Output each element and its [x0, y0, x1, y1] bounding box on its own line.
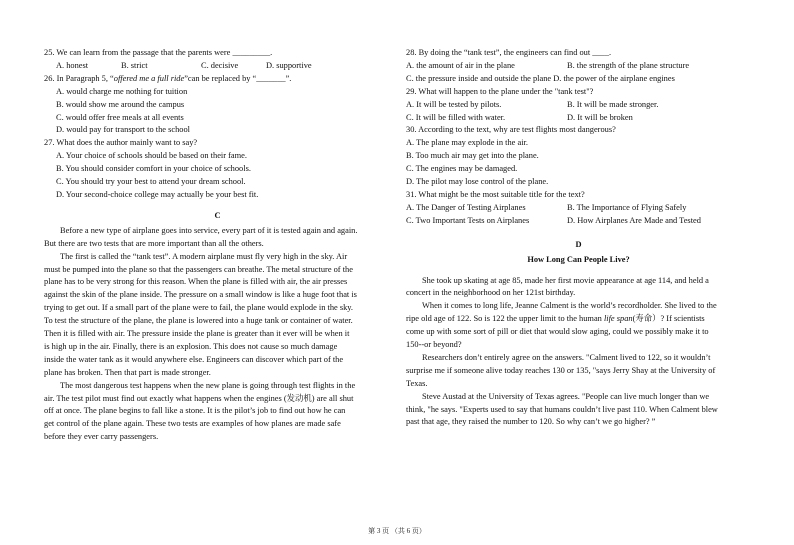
q28-option-a[interactable]: A. the amount of air in the plane: [406, 60, 515, 70]
left-column: [44, 47, 391, 444]
q31-options-row-1: [406, 202, 751, 215]
passage-d-p3-line-2: surprise me if someone alive today reaches 130 or 135, "says Jerry Shay at the University of: [406, 365, 716, 375]
passage-c-line-13: The most dangerous test happens when the new plane is going through test flights in the: [60, 380, 356, 390]
passage-d-p3-line-1: Researchers don’t entirely agree on the answers. "Calment lived to 122, so it wouldn’t: [422, 352, 711, 362]
q27-option-a[interactable]: A. Your choice of schools should be based on their fame.: [56, 151, 247, 161]
passage-d-p2-line-3: come up with some sort of pill or diet that would slow aging, could we possibly make it to: [406, 327, 709, 337]
q30-option-c[interactable]: C. The engines may be damaged.: [406, 164, 518, 174]
section-d-label: D: [575, 239, 582, 249]
passage-d-p2-line-1: When it comes to long life, Jeanne Calment is the world’s recordholder. She lived to the: [422, 301, 717, 311]
passage-c-line-5: plane has to be very strong for this reason. When the plane is filled with air, the air presses: [44, 277, 348, 287]
q27-stem: 27. What does the author mainly want to say?: [44, 138, 198, 148]
passage-d-p2-line-2: [406, 313, 751, 326]
q27-option-d[interactable]: D. Your second-choice college may actually be your best fit.: [56, 189, 259, 199]
q25-options: [44, 60, 391, 73]
q29-option-c[interactable]: C. It will be filled with water.: [406, 112, 506, 122]
section-d-passage: [406, 275, 751, 430]
passage-c-line-6: against the skin of the plane inside. The pressure on a small window is like a huge foot that is: [44, 290, 357, 300]
q29-option-b[interactable]: B. It will be made stronger.: [567, 99, 659, 109]
passage-d-p4-line-1: Steve Austad at the University of Texas agrees. "People can live much longer than we: [422, 391, 710, 401]
q29-options-row-1: [406, 99, 751, 112]
section-c-passage: [44, 225, 391, 444]
q31-option-b[interactable]: B. The Importance of Flying Safely: [567, 202, 687, 212]
passage-d-p2-line-4: 150--or beyond?: [406, 340, 462, 350]
passage-c-line-2: But there are two tests that are more important than all the others.: [44, 238, 264, 248]
q28-option-b[interactable]: B. the strength of the plane structure: [567, 60, 690, 70]
section-c-label: C: [214, 210, 221, 220]
q27-option-b[interactable]: B. You should consider comfort in your choice of schools.: [56, 164, 251, 174]
passage-d-p1-line-1: She took up skating at age 85, made her first movie appearance at age 114, and held a: [422, 275, 709, 285]
q26-stem-post: ”can be replaced by “_______”.: [184, 73, 292, 83]
passage-d-p2-line-2-text: ripe old age of 122. So is 122 the upper limit to the human: [406, 314, 604, 324]
q30-option-b[interactable]: B. Too much air may get into the plane.: [406, 151, 539, 161]
q26-option-d[interactable]: D. would pay for transport to the school: [56, 125, 190, 135]
passage-c-line-15: off at once. The plane begins to fall like a stone. It is the pilot’s job to find out how he can: [44, 406, 346, 416]
q25-option-a[interactable]: A. honest: [56, 60, 89, 70]
life-span-term: life span: [603, 314, 633, 324]
q25-stem: 25. We can learn from the passage that the parents were _________.: [44, 48, 273, 57]
q26-quoted-phrase: offered me a full ride: [113, 73, 185, 83]
q26-option-b[interactable]: B. would show me around the campus: [56, 99, 185, 109]
passage-d-p4-line-2: think, "he says. "Experts used to say that humans couldn’t live past 110. When Calment blew: [406, 404, 718, 414]
q29-option-d[interactable]: D. It will be broken: [567, 112, 633, 122]
q26-option-a[interactable]: A. would charge me nothing for tuition: [56, 86, 188, 96]
passage-c-line-16: get control of the plane again. These two tests are examples of how planes are made safe: [44, 419, 341, 429]
passage-c-line-3: The first is called the “tank test”. A modern airplane must fly very high in the sky. Air: [60, 251, 348, 261]
passage-d-p1-line-2: concert in the neighborhood on her 121st birthday.: [406, 288, 576, 298]
q31-option-d[interactable]: D. How Airplanes Are Made and Tested: [567, 215, 701, 225]
q31-option-c[interactable]: C. Two Important Tests on Airplanes: [406, 215, 530, 225]
q28-options-c-d[interactable]: C. the pressure inside and outside the plane D. the power of the airplane engines: [406, 73, 675, 83]
q30-option-a[interactable]: A. The plane may explode in the air.: [406, 138, 528, 148]
passage-c-line-7: trying to get out. If a small part of the plane were to fail, the plane would explode in the sky.: [44, 303, 354, 313]
passage-c-line-10: is high up in the air. Finally, there is an explosion. This does not cause so much damage: [44, 341, 338, 351]
q29-option-a[interactable]: A. It will be tested by pilots.: [406, 99, 502, 109]
q31-stem: 31. What might be the most suitable title for the text?: [406, 189, 585, 199]
q27-option-c[interactable]: C. You should try your best to attend your dream school.: [56, 177, 246, 187]
q30-stem: 30. According to the text, why are test flights most dangerous?: [406, 125, 616, 135]
passage-c-line-4: must be pumped into the plane so that the passengers can breathe. The metal structure of the: [44, 264, 353, 274]
q28-options-row-1: [406, 60, 751, 73]
passage-d-p2-line-2-after: (寿命）? If scientists: [632, 314, 705, 324]
q26-stem: [44, 73, 391, 86]
q31-options-row-2: [406, 215, 751, 228]
passage-c-line-9: Then it is filled with air. The pressure inside the plane is greater than it ever will be when it: [44, 329, 350, 339]
passage-d-title: How Long Can People Live?: [527, 254, 630, 264]
page-footer: 第 3 页 （共 6 页）: [368, 527, 426, 535]
q26-option-c[interactable]: C. would offer free meals at all events: [56, 112, 184, 122]
q30-option-d[interactable]: D. The pilot may lose control of the plane.: [406, 177, 549, 187]
q25-option-b[interactable]: B. strict: [121, 60, 148, 70]
passage-c-line-1: Before a new type of airplane goes into service, every part of it is tested again and again.: [60, 225, 358, 235]
passage-d-p3-line-3: Texas.: [406, 378, 428, 388]
passage-c-line-17: before they ever carry passengers.: [44, 432, 159, 442]
passage-c-line-12: plane has broken. Then that part is made stronger.: [44, 367, 211, 377]
q28-stem: 28. By doing the “tank test”, the engineers can find out ____.: [406, 48, 612, 57]
right-column: [406, 47, 751, 429]
passage-c-line-14: air. The test pilot must find out exactly what happens when the engines (发动机) are all shut: [44, 393, 354, 403]
q25-option-c[interactable]: C. decisive: [201, 60, 239, 70]
q26-stem-pre: 26. In Paragraph 5, “: [44, 73, 114, 83]
q29-stem: 29. What will happen to the plane under the "tank test"?: [406, 86, 594, 96]
q29-options-row-2: [406, 112, 751, 125]
passage-d-p4-line-3: past that age, they raised the number to 120. So why can’t we go higher? ”: [406, 417, 656, 427]
passage-c-line-11: inside the water tank as it would anywhere else. Engineers can discover which part of the: [44, 354, 344, 364]
passage-c-line-8: To test the structure of the plane, the plane is lowered into a huge tank or container of water.: [44, 316, 353, 326]
q31-option-a[interactable]: A. The Danger of Testing Airplanes: [406, 202, 526, 212]
q25-option-d[interactable]: D. supportive: [266, 60, 312, 70]
